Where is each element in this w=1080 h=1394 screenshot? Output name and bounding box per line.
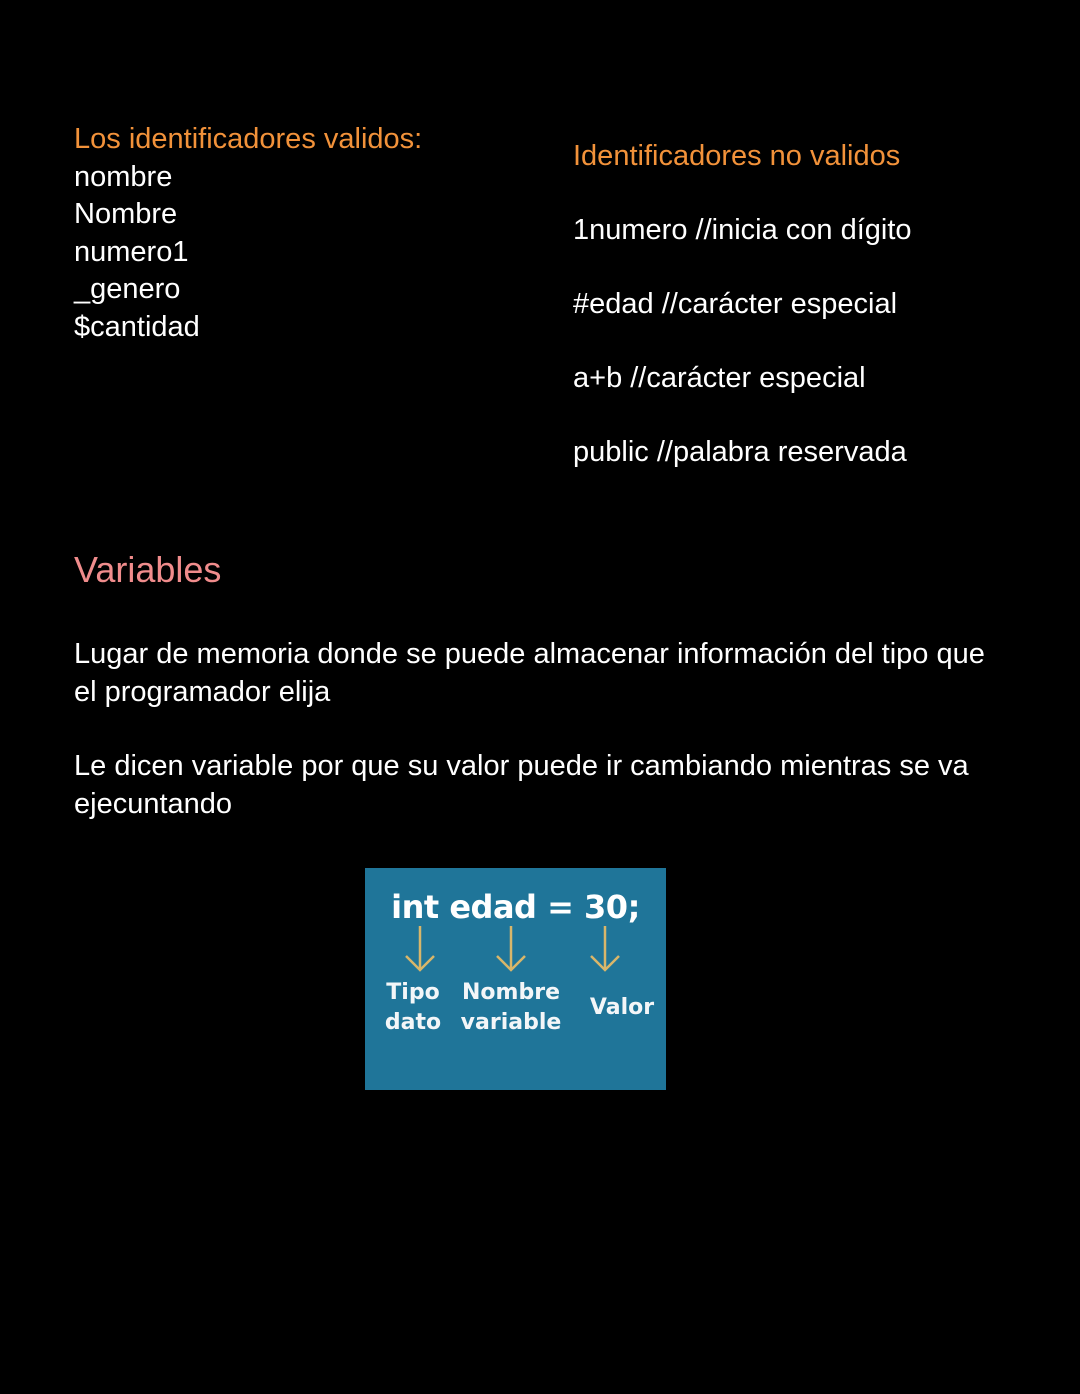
variables-heading: Variables xyxy=(74,549,222,590)
invalid-identifier-item: public //palabra reservada xyxy=(573,436,907,468)
valid-identifier-item: numero1 xyxy=(74,235,189,268)
variables-explanation-paragraph: Le dicen variable por que su valor puede ir cambiando mientras se va ejecuntando xyxy=(74,750,969,820)
invalid-identifiers-title: Identificadores no validos xyxy=(573,140,901,172)
valid-identifier-item: nombre xyxy=(74,160,173,193)
variable-declaration-diagram xyxy=(365,868,666,1090)
valid-identifier-item: _genero xyxy=(74,273,181,305)
arrow-down-icon xyxy=(587,924,623,974)
arrow-down-icon xyxy=(402,924,438,974)
label-value: Valor xyxy=(589,995,655,1020)
valid-identifier-item: Nombre xyxy=(74,198,178,230)
label-variable-name xyxy=(457,978,565,1038)
invalid-identifier-item: a+b //carácter especial xyxy=(573,362,866,394)
label-variable-name-line2: variable xyxy=(460,1010,562,1035)
label-data-type xyxy=(381,978,445,1038)
variables-definition-paragraph: Lugar de memoria donde se puede almacenar información del tipo que el programador elija xyxy=(74,638,985,708)
valid-identifiers-title: Los identificadores validos: xyxy=(74,123,423,155)
label-variable-name-line1: Nombre xyxy=(462,980,560,1005)
invalid-identifiers-section xyxy=(573,138,912,508)
invalid-identifier-item: 1numero //inicia con dígito xyxy=(573,214,912,246)
valid-identifiers-section xyxy=(74,121,422,346)
arrow-down-icon xyxy=(493,924,529,974)
label-data-type-line2: dato xyxy=(384,1010,442,1035)
invalid-identifier-item: #edad //carácter especial xyxy=(573,288,898,320)
diagram-code: int edad = 30; xyxy=(391,888,640,926)
valid-identifier-item: $cantidad xyxy=(74,310,200,343)
label-data-type-line1: Tipo xyxy=(386,980,440,1005)
